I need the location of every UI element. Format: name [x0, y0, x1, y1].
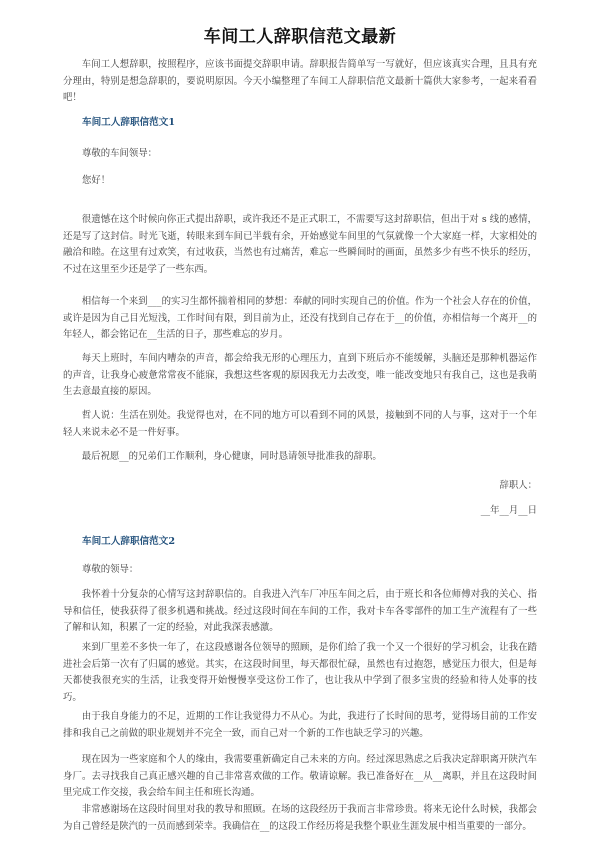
- letter1-paragraph-4: 哲人说：生活在别处。我觉得也对，在不同的地方可以看到不同的风景，接触到不同的人与事，这对于一个年轻人来说未必不是一件好事。: [63, 410, 537, 438]
- letter1-paragraph-2: 相信每一个来到___的实习生都怀揣着相同的梦想：奉献的同时实现自己的价值。作为一个社会人存在的价值，或许是因为自己目光短浅，工作时间有限，到目前为止，还没有找到自己存在于__的价值，亦相信每一个离开__的年轻人，都会铭记在__生活的日子，那些难忘的岁月。: [63, 296, 537, 340]
- letter1-heading: 车间工人辞职信范文1: [82, 117, 176, 128]
- letter1-paragraph-5: 最后祝愿__的兄弟们工作顺利，身心健康，同时恳请领导批准我的辞职。: [81, 451, 382, 462]
- letter1-salutation: 尊敬的车间领导：: [82, 148, 158, 159]
- letter2-salutation: 尊敬的领导：: [82, 564, 139, 575]
- letter1-paragraph-1: 很遗憾在这个时候向你正式提出辞职，或许我还不是正式职工，不需要写这封辞职信，但出于对 s 线的感情，还是写了这封信。时光飞逝，转眼来到车间已半载有余，开始感觉车间里的气氛就像一个大家庭一样，大家相处的融洽和睦。在这里有过欢笑，有过收获，当然也有过痛苦，难忘一些瞬间时的画面，虽然多少有些不快乐的经历，不过在这里至少还是学了一些东西。: [63, 214, 537, 275]
- letter1-greeting: 您好！: [82, 175, 111, 186]
- letter2-paragraph-5: 非常感谢场在这段时间里对我的教导和照顾。在场的这段经历于我而言非常珍贵。将来无论什么时候，我都会为自己曾经是陕汽的一员而感到荣幸。我确信在__的这段工作经历将是我整个职业生涯发展中相当重要的一部分。: [63, 804, 537, 832]
- letter2-heading: 车间工人辞职信范文2: [82, 536, 176, 547]
- letter1-date: __年__月__日: [480, 505, 537, 516]
- letter2-paragraph-3: 由于我自身能力的不足，近期的工作让我觉得力不从心。为此，我进行了长时间的思考，觉得场目前的工作安排和我自己之前做的职业规划并不完全一致，而自己对一个新的工作也缺乏学习的兴趣。: [63, 711, 537, 739]
- letter2-paragraph-2: 来到厂里差不多快一年了，在这段感谢各位领导的照顾，是你们给了我一个又一个很好的学习机会，让我在踏进社会后第一次有了归属的感觉。其实，在这段时间里，每天都很忙碌，虽然也有过抱怨，感觉压力很大，但是每天都使我很充实的生活，让我变得开始慢慢享受这份工作了，也让我从中学到了很多宝贵的经验和待人处事的技巧。: [63, 642, 537, 703]
- letter2-paragraph-4: 现在因为一些家庭和个人的缘由，我需要重新确定自己未来的方向。经过深思熟虑之后我决定辞职离开陕汽车身厂。去寻找我自己真正感兴趣的自己非常喜欢做的工作。敬请谅解。我已准备好在__从__离职，并且在这段时间里完成工作交接，我会给车间主任和班长沟通。: [63, 754, 537, 798]
- intro-paragraph: 车间工人想辞职，按照程序，应该书面提交辞职申请。辞职报告简单写一写就好，但应该真实合理，且具有充分理由，特别是想急辞职的，要说明原因。今天小编整理了车间工人辞职信范文最新十篇供大家参考，一起来看看吧！: [63, 59, 537, 103]
- letter1-paragraph-3: 每天上班时，车间内嘈杂的声音，都会给我无形的心理压力，直到下班后亦不能缓解，头脑还是那种机器运作的声音，让我身心疲惫常常夜不能寐，我想这些客观的原因我无力去改变，唯一能改变地只有我自己，这也是我萌生去意最直接的原因。: [63, 353, 537, 397]
- letter2-paragraph-1: 我怀着十分复杂的心情写这封辞职信的。自我进入汽车厂冲压车间之后，由于班长和各位师傅对我的关心、指导和信任，使我获得了很多机遇和挑战。经过这段时间在车间的工作，我对卡车各零部件的加工生产流程有了一些了解和认知，积累了一定的经验，对此我深表感激。: [63, 589, 537, 633]
- letter1-signer: 辞职人：: [499, 480, 537, 491]
- page-title: 车间工人辞职信范文最新: [203, 27, 397, 47]
